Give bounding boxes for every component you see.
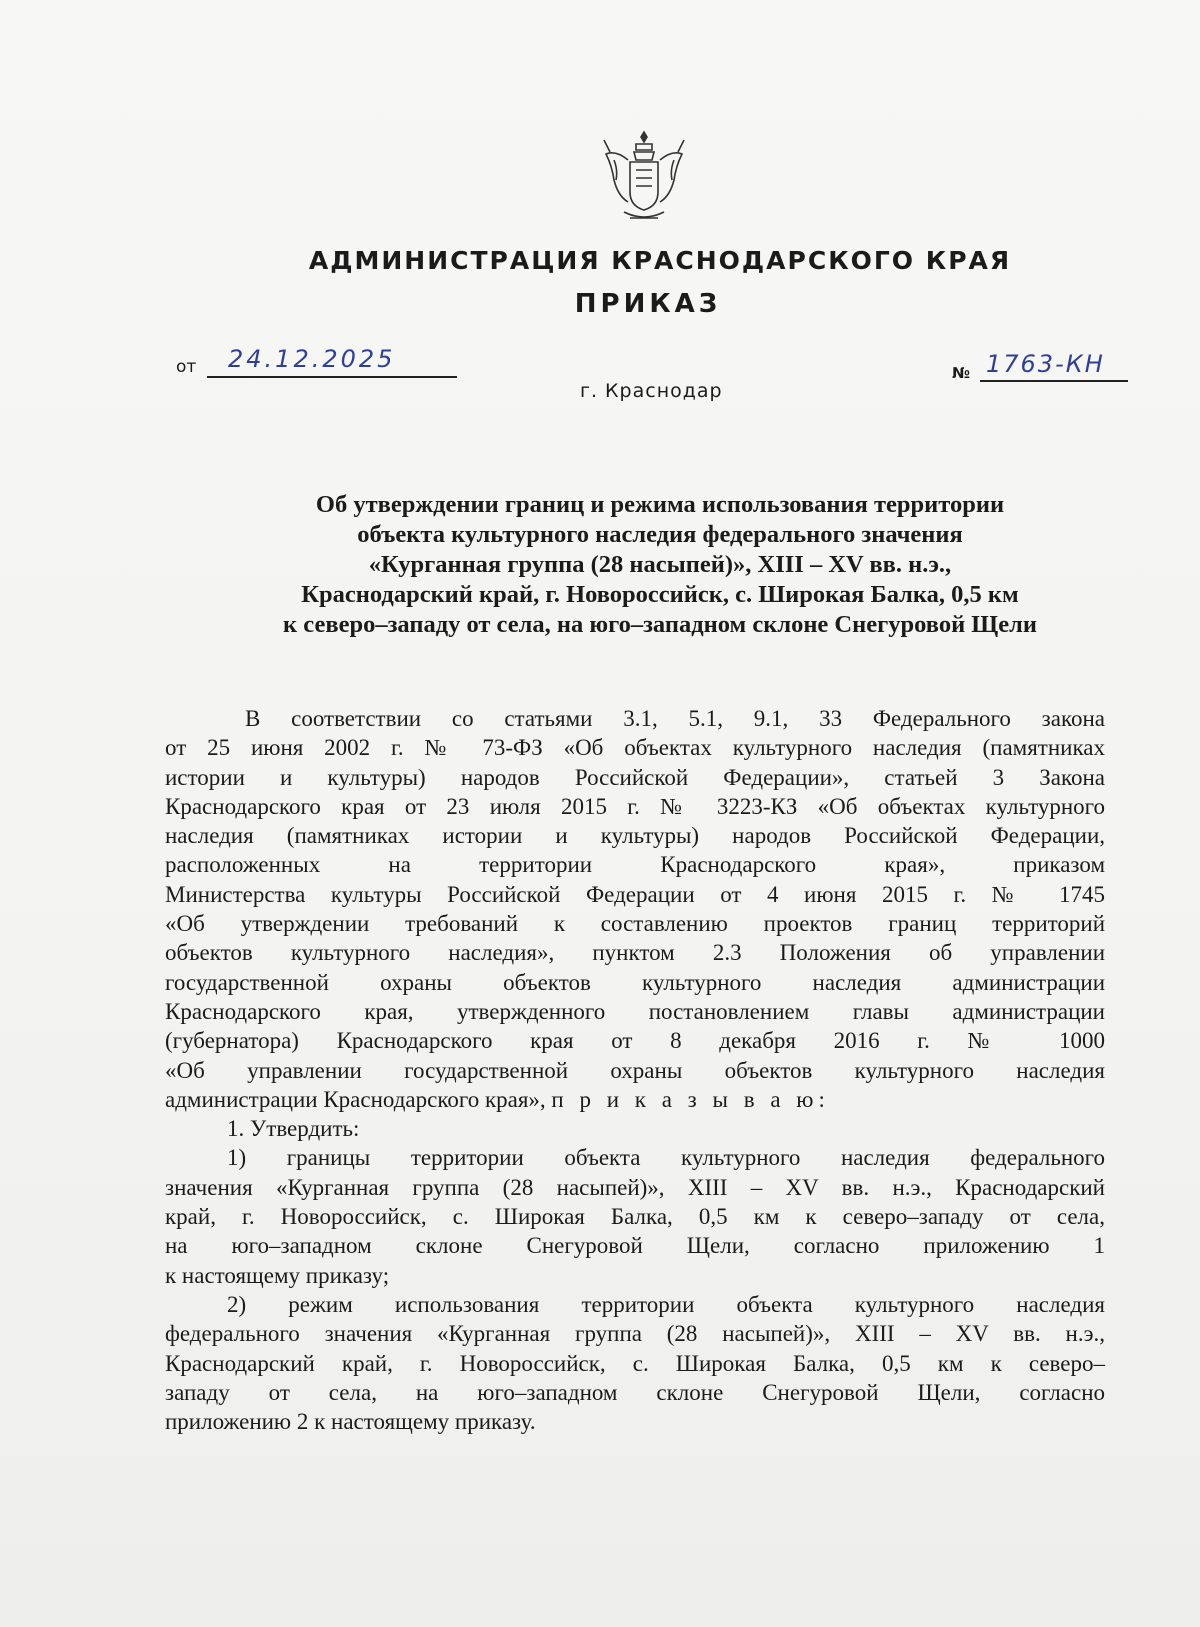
body-line: «Об управлении государственной охраны объектов культурного наследия	[165, 1057, 1105, 1083]
body-line: Краснодарского края от 23 июля 2015 г. № 3223-КЗ «Об объектах культурного	[165, 793, 1105, 819]
order-word: п р и к а з ы в а ю:	[551, 1086, 830, 1112]
body-line: государственной охраны объектов культурного наследия администрации	[165, 969, 1105, 995]
preamble-end: администрации Краснодарского края»,	[165, 1086, 546, 1112]
heading-line: объекта культурного наследия федерального значения	[357, 521, 963, 548]
number-underline	[980, 380, 1128, 382]
coat-of-arms-emblem	[600, 130, 688, 226]
body-line: В соответствии со статьями 3.1, 5.1, 9.1, 33 Федерального закона	[245, 706, 1105, 731]
heading-line: Краснодарский край, г. Новороссийск, с. Широкая Балка, 0,5 км	[301, 581, 1019, 608]
organization-title: АДМИНИСТРАЦИЯ КРАСНОДАРСКОГО КРАЯ	[308, 246, 1012, 275]
body-line: значения «Курганная группа (28 насыпей)», XIII – XV вв. н.э., Краснодарский	[165, 1174, 1105, 1200]
date-underline	[207, 376, 457, 378]
heading-line: к северо–западу от села, на юго–западном склоне Снегуровой Щели	[283, 611, 1037, 638]
item-1: 1. Утвердить:	[227, 1116, 360, 1142]
body-line: наследия (памятниках истории и культуры) народов Российской Федерации,	[165, 823, 1105, 849]
body-line: объектов культурного наследия», пунктом 2.3 Положения об управлении	[165, 940, 1105, 966]
city-label: г. Краснодар	[580, 380, 723, 402]
body-line: Министерства культуры Российской Федерации от 4 июня 2015 г. № 1745	[165, 881, 1105, 907]
body-line: (губернатора) Краснодарского края от 8 декабря 2016 г. № 1000	[165, 1028, 1105, 1054]
body-line: к настоящему приказу;	[165, 1262, 390, 1288]
body-line: западу от села, на юго–западном склоне Снегуровой Щели, согласно	[165, 1379, 1105, 1405]
body-line: 2) режим использования территории объекта культурного наследия	[227, 1291, 1105, 1317]
body-line: Краснодарский край, г. Новороссийск, с. Широкая Балка, 0,5 км к северо–	[165, 1350, 1105, 1376]
date-label: от	[176, 357, 197, 377]
body-line: расположенных на территории Краснодарского края», приказом	[165, 852, 1105, 878]
body-line: истории и культуры) народов Российской Федерации», статьей 3 Закона	[165, 764, 1105, 790]
body-line	[165, 1085, 1105, 1114]
body-line: Краснодарского края, утвержденного постановлением главы администрации	[165, 998, 1105, 1024]
body-line: на юго–западном склоне Снегуровой Щели, согласно приложению 1	[165, 1233, 1105, 1259]
number-handwritten: 1763-КН	[986, 350, 1105, 378]
body-line: приложению 2 к настоящему приказу.	[165, 1409, 536, 1435]
heading-line: «Курганная группа (28 насыпей)», XIII – XV вв. н.э.,	[368, 551, 952, 578]
heading-line: Об утверждении границ и режима использования территории	[315, 491, 1005, 518]
document-type: ПРИКАЗ	[574, 289, 722, 319]
date-handwritten: 24.12.2025	[228, 345, 396, 373]
body-line: федерального значения «Курганная группа (28 насыпей)», XIII – XV вв. н.э.,	[165, 1321, 1105, 1347]
document-body	[165, 704, 1105, 1436]
body-line: «Об утверждении требований к составлению проектов границ территорий	[165, 911, 1105, 937]
body-line: край, г. Новороссийск, с. Широкая Балка, 0,5 км к северо–западу от села,	[165, 1204, 1105, 1230]
body-line: 1) границы территории объекта культурного наследия федерального	[227, 1145, 1105, 1171]
number-label: №	[952, 364, 971, 382]
body-line: от 25 июня 2002 г. № 73-ФЗ «Об объектах культурного наследия (памятниках	[165, 735, 1105, 761]
document-heading	[160, 490, 1160, 640]
